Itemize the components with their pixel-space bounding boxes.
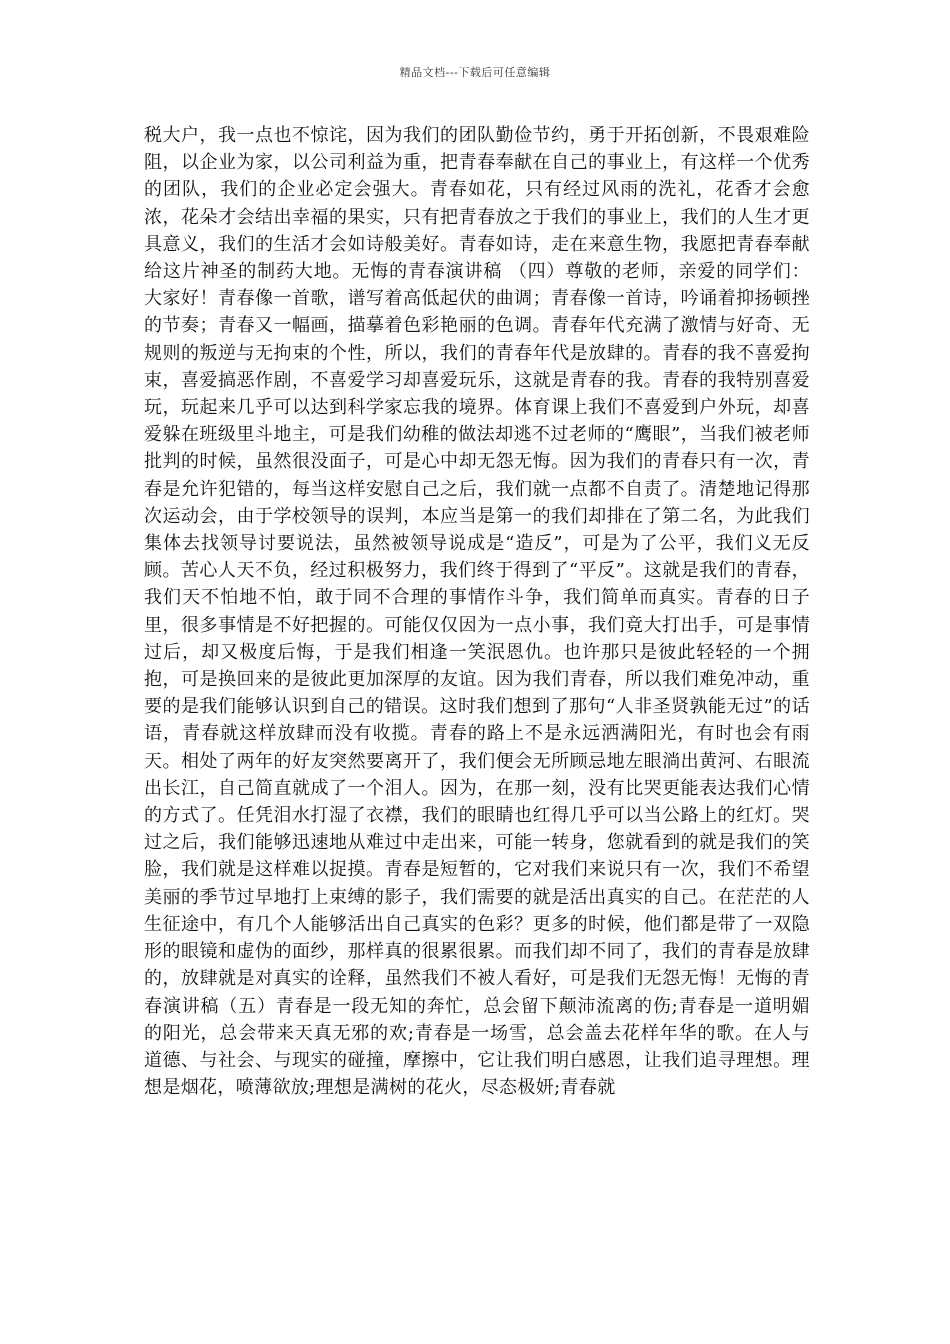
page-header: 精品文档---下载后可任意编辑 <box>399 66 551 79</box>
document-body-text: 税大户，我一点也不惊诧，因为我们的团队勤俭节约，勇于开拓创新，不畏艰难险阻，以企业为家，以公司利益为重，把青春奉献在自己的事业上，有这样一个优秀的团队，我们的企业必定会强大。青春如花，只有经过风雨的洗礼，花香才会愈浓，花朵才会结出幸福的果实，只有把青春放之于我们的事业上，我们的人生才更具意义，我们的生活才会如诗般美好。青春如诗，走在来意生物，我愿把青春奉献给这片神圣的制药大地。无悔的青春演讲稿 （四）尊敬的老师，亲爱的同学们：大家好！青春像一首歌，谱写着高低起伏的曲调；青春像一首诗，吟诵着抑扬顿挫的节奏；青春又一幅画，描摹着色彩艳丽的色调。青春年代充满了激情与好奇、无规则的叛逆与无拘束的个性，所以，我们的青春年代是放肆的。青春的我不喜爱拘束，喜爱搞恶作剧，不喜爱学习却喜爱玩乐，这就是青春的我。青春的我特别喜爱玩，玩起来几乎可以达到科学家忘我的境界。体育课上我们不喜爱到户外玩，却喜爱躲在班级里斗地主，可是我们幼稚的做法却逃不过老师的“鹰眼”，当我们被老师批判的时候，虽然很没面子，可是心中却无怨无悔。因为我们的青春只有一次，青春是允许犯错的，每当这样安慰自己之后，我们就一点都不自责了。清楚地记得那次运动会，由于学校领导的误判，本应当是第一的我们却排在了第二名，为此我们集体去找领导讨要说法，虽然被领导说成是“造反”，可是为了公平，我们义无反顾。苦心人天不负，经过积极努力，我们终于得到了“平反”。这就是我们的青春，我们天不怕地不怕，敢于同不合理的事情作斗争，我们简单而真实。青春的日子里，很多事情是不好把握的。可能仅仅因为一点小事，我们竟大打出手，可是事情过后，却又极度后悔，于是我们相逢一笑泯恩仇。也许那只是彼此轻轻的一个拥抱，可是换回来的是彼此更加深厚的友谊。因为我们青春，所以我们难免冲动，重要的是我们能够认识到自己的错误。这时我们想到了那句“人非圣贤孰能无过”的话语，青春就这样放肆而没有收揽。青春的路上不是永远洒满阳光，有时也会有雨天。相处了两年的好友突然要离开了，我们便会无所顾忌地左眼淌出黄河、右眼流出长江，自己简直就成了一个泪人。因为，在那一刻，没有比哭更能表达我们心情的方式了。任凭泪水打湿了衣襟，我们的眼睛也红得几乎可以当公路上的红灯。哭过之后，我们能够迅速地从难过中走出来，可能一转身，您就看到的就是我们的笑脸，我们就是这样难以捉摸。青春是短暂的，它对我们来说只有一次，我们不希望美丽的季节过早地打上束缚的影子，我们需要的就是活出真实的自己。在茫茫的人生征途中，有几个人能够活出自己真实的色彩？更多的时候，他们都是带了一双隐形的眼镜和虚伪的面纱，那样真的很累很累。而我们却不同了，我们的青春是放肆的，放肆就是对真实的诠释，虽然我们不被人看好，可是我们无怨无悔！无悔的青春演讲稿（五）青春是一段无知的奔忙，总会留下颠沛流离的伤;青春是一道明媚的阳光，总会带来天真无邪的欢;青春是一场雪，总会盖去花样年华的歌。在人与道德、与社会、与现实的碰撞，摩擦中，它让我们明白感恩，让我们追寻理想。理想是烟花，喷薄欲放;理想是满树的花火，尽态极妍;青春就 <box>144 125 810 1099</box>
